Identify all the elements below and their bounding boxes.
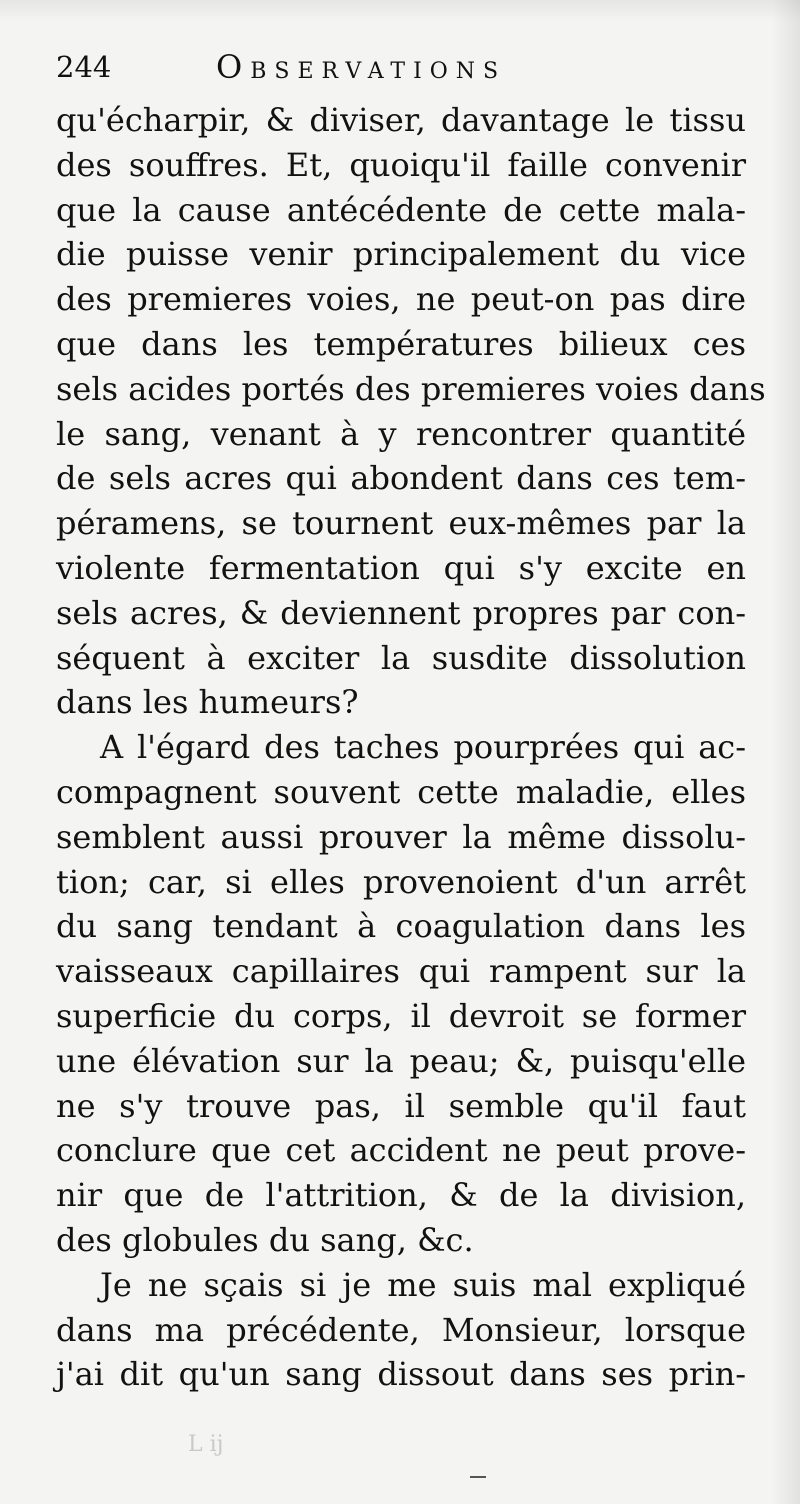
text-line: nir que de l'attrition, & de la division, (56, 1176, 746, 1215)
running-head: Observations (216, 48, 507, 86)
page-shadow-right (772, 0, 800, 1504)
text-line: superficie du corps, il devroit se former (56, 996, 746, 1035)
text-line: une élévation sur la peau; &, puisqu'elle (56, 1041, 746, 1080)
text-line: péramens, se tournent eux-mêmes par la (56, 504, 746, 543)
text-line: qu'écharpir, & diviser, davantage le tissu (56, 101, 746, 139)
page-header (56, 50, 756, 100)
text-line: ne s'y trouve pas, il semble qu'il faut (56, 1086, 746, 1125)
text-line: sels acides portés des premieres voies dans (56, 369, 766, 408)
text-line: séquent à exciter la susdite dissolution (56, 638, 746, 677)
text-line: semblent aussi prouver la même dissolu- (56, 817, 746, 856)
text-line: le sang, venant à y rencontrer quantité (56, 414, 746, 453)
text-line: de sels acres qui abondent dans ces tem- (56, 459, 746, 498)
page-number: 244 (56, 50, 112, 84)
text-line: que dans les températures bilieux ces (56, 324, 746, 363)
paragraph-first-line: A l'égard des taches pourprées qui ac- (100, 728, 746, 767)
text-line: des souffres. Et, quoiqu'il faille convenir (56, 145, 746, 184)
text-line: des premieres voies, ne peut-on pas dire (56, 280, 746, 319)
paragraph-first-line: Je ne sçais si je me suis mal expliqué (100, 1265, 746, 1304)
text-line: conclure que cet accident ne peut prove- (56, 1131, 746, 1170)
text-line: dans les humeurs? (56, 683, 359, 722)
text-line: des globules du sang, &c. (56, 1220, 474, 1259)
text-line: j'ai dit qu'un sang dissout dans ses prin- (56, 1355, 746, 1394)
signature-mark: L ij (188, 1432, 224, 1457)
footer-dash (470, 1476, 486, 1478)
body-text (56, 98, 766, 1397)
text-line: que la cause antécédente de cette mala- (56, 190, 746, 229)
text-line: du sang tendant à coagulation dans les (56, 907, 746, 946)
text-line: vaisseaux capillaires qui rampent sur la (56, 952, 746, 991)
text-line: violente fermentation qui s'y excite en (56, 548, 746, 587)
text-line: dans ma précédente, Monsieur, lorsque (56, 1310, 746, 1349)
text-line: die puisse venir principalement du vice (56, 235, 746, 274)
text-line: sels acres, & deviennent propres par con- (56, 593, 746, 632)
page-shadow-top (0, 0, 800, 22)
text-line: compagnent souvent cette maladie, elles (56, 772, 746, 811)
text-line: tion; car, si elles provenoient d'un arrêt (56, 862, 746, 901)
